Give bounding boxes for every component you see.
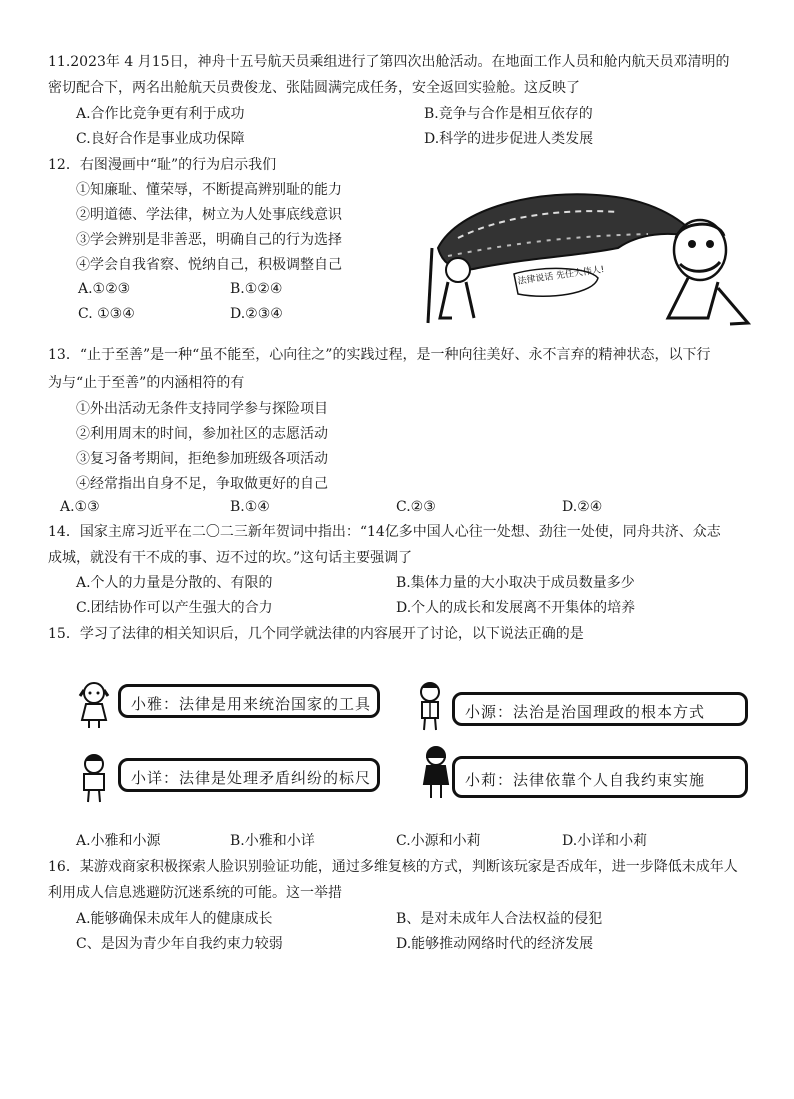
q16-option-b: B、是对未成年人合法权益的侵犯: [396, 911, 603, 927]
q13-option-d: D.②④: [562, 499, 603, 515]
student-xiaoxiang-figure: [76, 752, 112, 804]
q14-option-c: C.团结协作可以产生强大的合力: [76, 600, 273, 616]
bubble-xiaoyuan: 小源：法治是治国理政的根本方式: [452, 692, 748, 726]
bubble-xiaoli: 小莉：法律依靠个人自我约束实施: [452, 756, 748, 798]
q15-stem: 15．学习了法律的相关知识后，几个同学就法律的内容展开了讨论，以下说法正确的是: [48, 626, 584, 642]
q13-option-a: A.①③: [60, 499, 100, 515]
q12-option-a: A.①②③: [78, 281, 131, 297]
q12-statement-3: ③学会辨别是非善恶，明确自己的行为选择: [76, 232, 342, 248]
q11-option-b: B.竞争与合作是相互依存的: [424, 106, 593, 122]
q11-stem-line2: 密切配合下，两名出舱航天员费俊龙、张陆圆满完成任务，安全返回实验舱。这反映了: [48, 80, 580, 96]
q12-cartoon-caption: 法律说话 先任大伟人!: [517, 264, 606, 287]
student-xiaoya-figure: [76, 680, 112, 730]
q12-statement-4: ④学会自我省察、悦纳自己，积极调整自己: [76, 257, 342, 273]
q12-option-d: D.②③④: [230, 306, 283, 322]
q14-option-b: B.集体力量的大小取决于成员数量多少: [396, 575, 635, 591]
q13-stem-line1: 13．“止于至善”是一种“虽不能至，心向往之”的实践过程，是一种向往美好、永不言弃的精神状态，以下行: [48, 347, 711, 363]
q16-option-a: A.能够确保未成年人的健康成长: [76, 911, 273, 927]
bubble-xiaoxiang: 小详：法律是处理矛盾纠纷的标尺: [118, 758, 380, 792]
q16-stem-line2: 利用成人信息逃避防沉迷系统的可能。这一举措: [48, 885, 342, 901]
q12-statement-1: ①知廉耻、懂荣辱，不断提高辨别耻的能力: [76, 182, 342, 198]
q13-stem-line2: 为与“止于至善”的内涵相符的有: [48, 375, 245, 391]
bubble-xiaoya: 小雅：法律是用来统治国家的工具: [118, 684, 380, 718]
q13-option-c: C.②③: [396, 499, 436, 515]
q11-stem-line1: 11.2023年 4 月15日，神舟十五号航天员乘组进行了第四次出舱活动。在地面工作人员和舱内航天员邓清明的: [48, 54, 730, 70]
q11-option-d: D.科学的进步促进人类发展: [424, 131, 594, 147]
q15-option-a: A.小雅和小源: [76, 833, 161, 849]
q16-option-d: D.能够推动网络时代的经济发展: [396, 936, 594, 952]
q13-statement-1: ①外出活动无条件支持同学参与探险项目: [76, 401, 328, 417]
q15-option-c: C.小源和小莉: [396, 833, 481, 849]
q15-option-d: D.小详和小莉: [562, 833, 648, 849]
q12-stem: 12．右图漫画中“耻”的行为启示我们: [48, 157, 277, 173]
q13-statement-4: ④经常指出自身不足，争取做更好的自己: [76, 476, 328, 492]
q14-stem-line2: 成城，就没有干不成的事、迈不过的坎。”这句话主要强调了: [48, 550, 413, 566]
q12-cartoon-illustration: [418, 178, 758, 328]
q11-option-a: A.合作比竞争更有利于成功: [76, 106, 245, 122]
q13-option-b: B.①④: [230, 499, 270, 515]
student-xiaoli-figure: [418, 744, 454, 800]
q12-option-b: B.①②④: [230, 281, 283, 297]
q13-statement-2: ②利用周末的时间，参加社区的志愿活动: [76, 426, 328, 442]
student-xiaoyuan-figure: [412, 680, 448, 732]
q14-option-d: D.个人的成长和发展离不开集体的培养: [396, 600, 636, 616]
q14-stem-line1: 14．国家主席习近平在二〇二三新年贺词中指出：“14亿多中国人心往一处想、劲往一处使，同舟共济、众志: [48, 524, 721, 540]
q16-option-c: C、是因为青少年自我约束力较弱: [76, 936, 283, 952]
q14-option-a: A.个人的力量是分散的、有限的: [76, 575, 273, 591]
q12-option-c: C. ①③④: [78, 306, 135, 322]
q13-statement-3: ③复习备考期间，拒绝参加班级各项活动: [76, 451, 328, 467]
q15-option-b: B.小雅和小详: [230, 833, 315, 849]
q11-option-c: C.良好合作是事业成功保障: [76, 131, 245, 147]
q12-statement-2: ②明道德、学法律，树立为人处事底线意识: [76, 207, 342, 223]
q16-stem-line1: 16．某游戏商家积极探索人脸识别验证功能，通过多维复核的方式，判断该玩家是否成年，进一步降低未成年人: [48, 859, 738, 875]
